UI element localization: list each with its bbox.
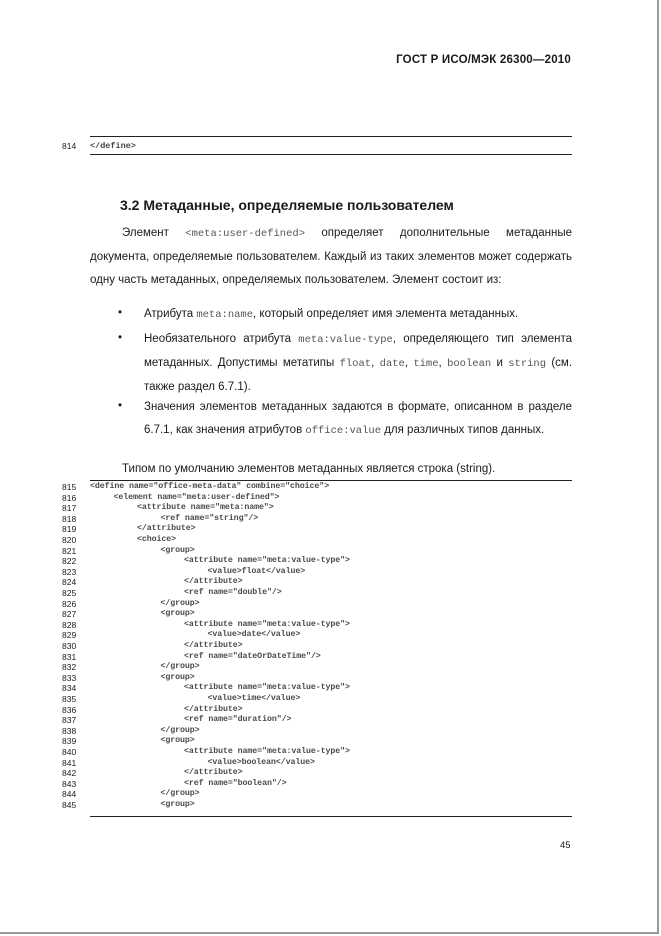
code-text: </group> xyxy=(160,598,200,608)
line-number: 821 xyxy=(62,545,77,556)
code-text: <group> xyxy=(160,800,195,809)
code-text: </attribute> xyxy=(184,768,243,778)
code-rule-upper xyxy=(90,480,572,481)
code-text: </attribute> xyxy=(184,577,243,587)
code-text: <ref name="string"/> xyxy=(160,513,259,523)
line-number: 835 xyxy=(62,694,77,704)
code-text: <choice> xyxy=(137,535,177,544)
line-number: 823 xyxy=(62,566,77,577)
line-number: 829 xyxy=(62,630,77,641)
code-text: <group> xyxy=(160,545,195,555)
line-number: 836 xyxy=(62,704,77,715)
code-rule-lower xyxy=(90,816,572,817)
intro-text: Элемент xyxy=(122,227,186,239)
code-text: </group> xyxy=(160,789,200,799)
code-text: <ref name="duration"/> xyxy=(184,715,292,725)
line-number: 816 xyxy=(62,492,77,503)
line-number: 831 xyxy=(62,651,77,662)
code-text: <value>boolean</value> xyxy=(207,757,315,767)
code-text: <attribute name="meta:value-type"> xyxy=(184,556,350,566)
line-number: 828 xyxy=(62,619,77,630)
line-number: 842 xyxy=(62,768,77,779)
line-number: 844 xyxy=(62,789,77,800)
code-text: </attribute> xyxy=(184,704,243,714)
code-text: <group> xyxy=(160,736,195,746)
line-number: 840 xyxy=(62,747,77,757)
bullet-item: Необязательного атрибута meta:value-type, определяющего тип элемента метаданных. Допустимы метатипы float, date, time, boolean и string (см. также раздел 6.7.1). xyxy=(144,333,573,393)
line-number: 839 xyxy=(62,736,77,747)
intro-text: определяет дополнительные метаданные документа, определяемые пользователем. Каждый из таких элементов может содержать одну часть метаданных, определяемых пользователем. Элемент состоит из: xyxy=(90,227,572,286)
code-text: </attribute> xyxy=(184,641,243,650)
code-text: </group> xyxy=(160,662,200,672)
line-number: 827 xyxy=(62,609,77,620)
line-number: 814 xyxy=(62,141,77,151)
code-text: <attribute name="meta:value-type"> xyxy=(184,747,350,756)
bullet-marker: • xyxy=(118,400,123,412)
page-number: 45 xyxy=(560,840,571,851)
code-text: <element name="meta:user-defined"> xyxy=(113,492,280,502)
line-number: 830 xyxy=(62,641,77,651)
line-number: 841 xyxy=(62,757,77,768)
code-text: <ref name="boolean"/> xyxy=(184,778,287,788)
line-number: 843 xyxy=(62,778,77,789)
line-number: 822 xyxy=(62,556,77,567)
bullet-marker: • xyxy=(118,307,123,319)
line-number: 838 xyxy=(62,725,77,736)
line-number: 817 xyxy=(62,503,77,514)
code-text: <value>float</value> xyxy=(207,566,306,576)
code-text: <attribute name="meta:value-type"> xyxy=(184,683,350,693)
line-number: 837 xyxy=(62,715,77,726)
closing-paragraph: Типом по умолчанию элементов метаданных является строка (string). xyxy=(122,463,496,475)
line-number: 815 xyxy=(62,482,77,492)
code-text: <group> xyxy=(160,609,195,619)
section-title: 3.2 Метаданные, определяемые пользователем xyxy=(120,197,454,213)
inline-code: <meta:user-defined> xyxy=(185,228,306,240)
bullet-marker: • xyxy=(118,332,123,344)
code-text: </attribute> xyxy=(137,524,196,534)
intro-paragraph xyxy=(90,222,572,292)
code-text: <value>time</value> xyxy=(207,694,301,703)
line-number: 825 xyxy=(62,588,77,598)
line-number: 824 xyxy=(62,577,77,588)
code-text: <value>date</value> xyxy=(207,630,301,640)
line-number: 818 xyxy=(62,513,77,524)
line-number: 845 xyxy=(62,800,77,810)
line-number: 832 xyxy=(62,662,77,673)
top-code-rule-lower xyxy=(90,154,572,155)
line-number: 826 xyxy=(62,598,77,609)
code-line-814: </define> xyxy=(90,141,136,151)
code-text: <ref name="dateOrDateTime"/> xyxy=(184,651,321,661)
code-text: <attribute name="meta:name"> xyxy=(137,503,274,513)
top-code-rule-upper xyxy=(90,136,572,137)
bullet-item: Значения элементов метаданных задаются в формате, описанном в разделе 6.7.1, как значения атрибутов office:value для различных типов данных. xyxy=(144,401,572,437)
line-number: 834 xyxy=(62,683,77,694)
line-number: 833 xyxy=(62,672,77,683)
code-text: <define name="office-meta-data" combine="choice"> xyxy=(90,482,330,491)
document-header: ГОСТ Р ИСО/МЭК 26300—2010 xyxy=(396,54,571,66)
line-number: 819 xyxy=(62,524,77,535)
code-text: </group> xyxy=(160,725,200,735)
line-number: 820 xyxy=(62,535,77,545)
code-text: <group> xyxy=(160,672,195,682)
code-text: <ref name="double"/> xyxy=(184,588,282,597)
bullet-item: Атрибута meta:name, который определяет имя элемента метаданных. xyxy=(144,308,519,321)
code-text: <attribute name="meta:value-type"> xyxy=(184,619,350,629)
